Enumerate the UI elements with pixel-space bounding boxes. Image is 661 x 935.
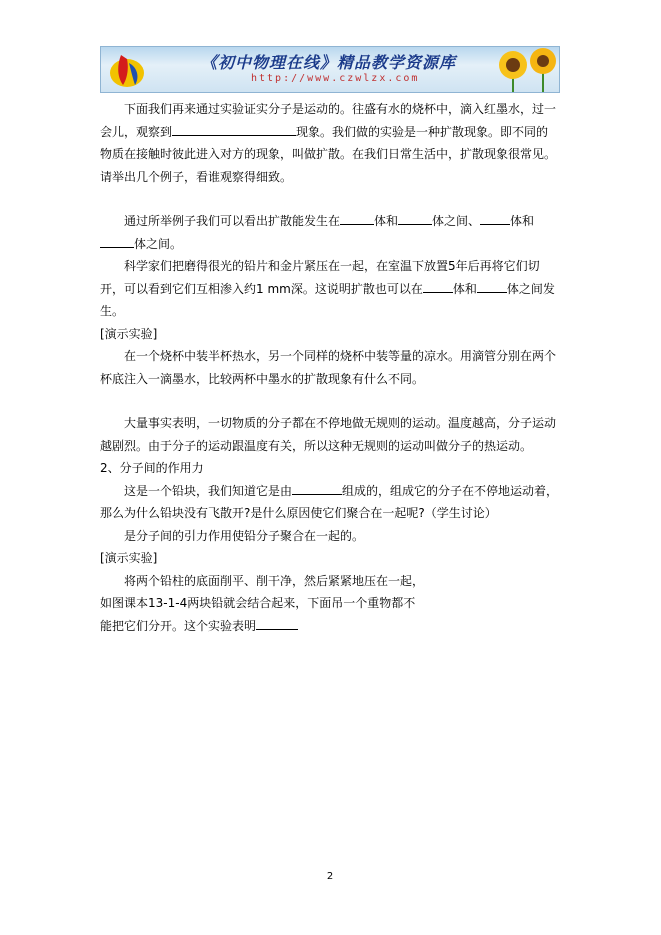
paragraph-line: 能把它们分开。这个实验表明 <box>100 615 560 638</box>
paragraph: 这是一个铅块，我们知道它是由 组成的，组成它的分子在不停地运动着，那么为什么铅块没有飞散开?是什么原因使它们聚合在一起呢?（学生讨论） <box>100 480 560 525</box>
demo-heading: [演示实验] <box>100 551 158 565</box>
demo-heading: [演示实验] <box>100 326 158 341</box>
page-number: 2 <box>326 871 334 882</box>
paragraph: 在一个烧杯中装半杯热水，另一个同样的烧杯中装等量的凉水。用滴管分别在两个杯底注入一滴墨水，比较两杯中墨水的扩散现象有什么不同。 <box>100 349 557 386</box>
fill-blank <box>398 211 432 225</box>
site-logo-icon <box>107 49 147 91</box>
fill-blank <box>340 211 374 225</box>
fill-blank <box>292 481 342 495</box>
paragraph-line: 将两个铅柱的底面削平、削干净，然后紧紧地压在一起， <box>124 573 425 588</box>
paragraph-line: 如图课本13-1-4两块铅就会结合起来，下面吊一个重物都不 <box>100 596 416 610</box>
paragraph: 大量事实表明，一切物质的分子都在不停地做无规则的运动。温度越高，分子运动越剧烈。由于分子的运动跟温度有关，所以这种无规则的运动叫做分子的热运动。 <box>100 416 557 453</box>
sunflower-icon <box>496 47 530 93</box>
sunflower-icon <box>526 47 560 93</box>
document-body <box>100 98 560 637</box>
paragraph: 是分子间的引力作用使铅分子聚合在一起的。 <box>124 528 365 543</box>
fill-blank <box>172 122 296 136</box>
section-heading: 2、分子间的作用力 <box>100 461 204 475</box>
fill-blank <box>423 279 453 293</box>
fill-blank <box>100 234 134 248</box>
paragraph: 通过所举例子我们可以看出扩散能发生在 体和 体之间、 体和体之间。 <box>100 210 560 255</box>
header-banner <box>100 46 560 93</box>
paragraph: 科学家们把磨得很光的铅片和金片紧压在一起，在室温下放置5年后再将它们切开，可以看到它们互相渗入约1 mm深。这说明扩散也可以在 体和 体之间发生。 <box>100 259 555 318</box>
banner-title: 《初中物理在线》精品教学资源库 <box>201 53 457 72</box>
paragraph: 下面我们再来通过实验证实分子是运动的。往盛有水的烧杯中，滴入红墨水，过一会儿，观察到 现象。我们做的实验是一种扩散现象。即不同的物质在接触时彼此进入对方的现象，叫做扩散。在我们日常生活中，扩散现象很常见。请举出几个例子，看谁观察得细致。 <box>100 102 557 184</box>
fill-blank <box>256 616 298 630</box>
banner-url: http://www.czwlzx.com <box>251 73 420 84</box>
fill-blank <box>477 279 507 293</box>
fill-blank <box>480 211 510 225</box>
